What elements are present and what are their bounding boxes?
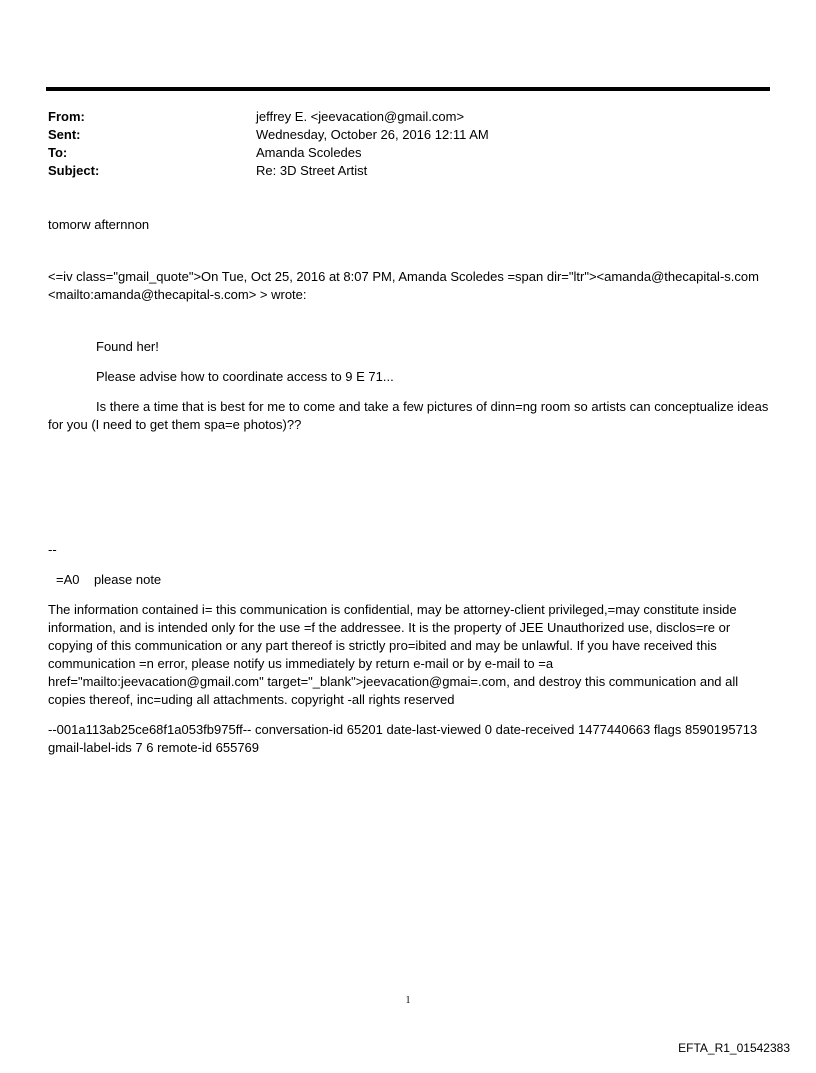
subject-value: Re: 3D Street Artist	[256, 163, 368, 178]
to-label: To:	[48, 145, 68, 160]
sent-value: Wednesday, October 26, 2016 12:11 AM	[256, 127, 489, 142]
from-value: jeffrey E. <jeevacation@gmail.com>	[256, 109, 465, 124]
page-number: 1	[405, 995, 411, 1006]
quote-line-3: Is there a time that is best for me to come and take a few pictures of dinn=ng room so artists can conceptualize ideas for you (I need to get them spa=e photos)??	[48, 399, 769, 432]
quote-intro: <=iv class="gmail_quote">On Tue, Oct 25, 2016 at 8:07 PM, Amanda Scoledes =span dir="ltr"><amanda@thecapital-s.com <mailto:amanda@thecapital-s.com> > wrote:	[48, 269, 759, 302]
message-metadata: --001a113ab25ce68f1a053fb975ff-- conversation-id 65201 date-last-viewed 0 date-received 1477440663 flags 8590195713 gmail-label-ids 7 6 remote-id 655769	[48, 722, 758, 755]
signature-separator: --	[48, 542, 57, 557]
disclaimer-text: The information contained i= this communication is confidential, may be attorney-client privileged,=may constitute inside information, and is intended only for the use =f the addressee. It is the property of JEE Unauthorized use, disclos=re or copying of this communication or any part thereof is strictly pro=ibited and may be unlawful. If you have received this communication =n error, please notify us immediately by return e-mail or by e-mail to =a href="mailto:jeevacation@gmail.com" target="_blank">jeevacation@gmai=.com, and destroy this communication and all copies thereof, inc=uding all attachments. copyright -all rights reserved	[48, 602, 739, 707]
document-id: EFTA_R1_01542383	[678, 1041, 790, 1055]
reply-text: tomorw afternnon	[48, 217, 150, 232]
from-label: From:	[48, 109, 85, 124]
please-note: =A0 please note	[56, 572, 162, 587]
header-divider	[46, 87, 770, 91]
sent-label: Sent:	[48, 127, 81, 142]
quote-line-2: Please advise how to coordinate access to 9 E 71...	[96, 369, 394, 384]
email-body	[48, 216, 770, 757]
to-value: Amanda Scoledes	[256, 145, 362, 160]
subject-row	[48, 162, 489, 180]
sent-row	[48, 126, 489, 144]
quote-line-1: Found her!	[96, 339, 159, 354]
from-row	[48, 108, 489, 126]
email-header	[48, 108, 489, 180]
subject-label: Subject:	[48, 163, 100, 178]
to-row	[48, 144, 489, 162]
